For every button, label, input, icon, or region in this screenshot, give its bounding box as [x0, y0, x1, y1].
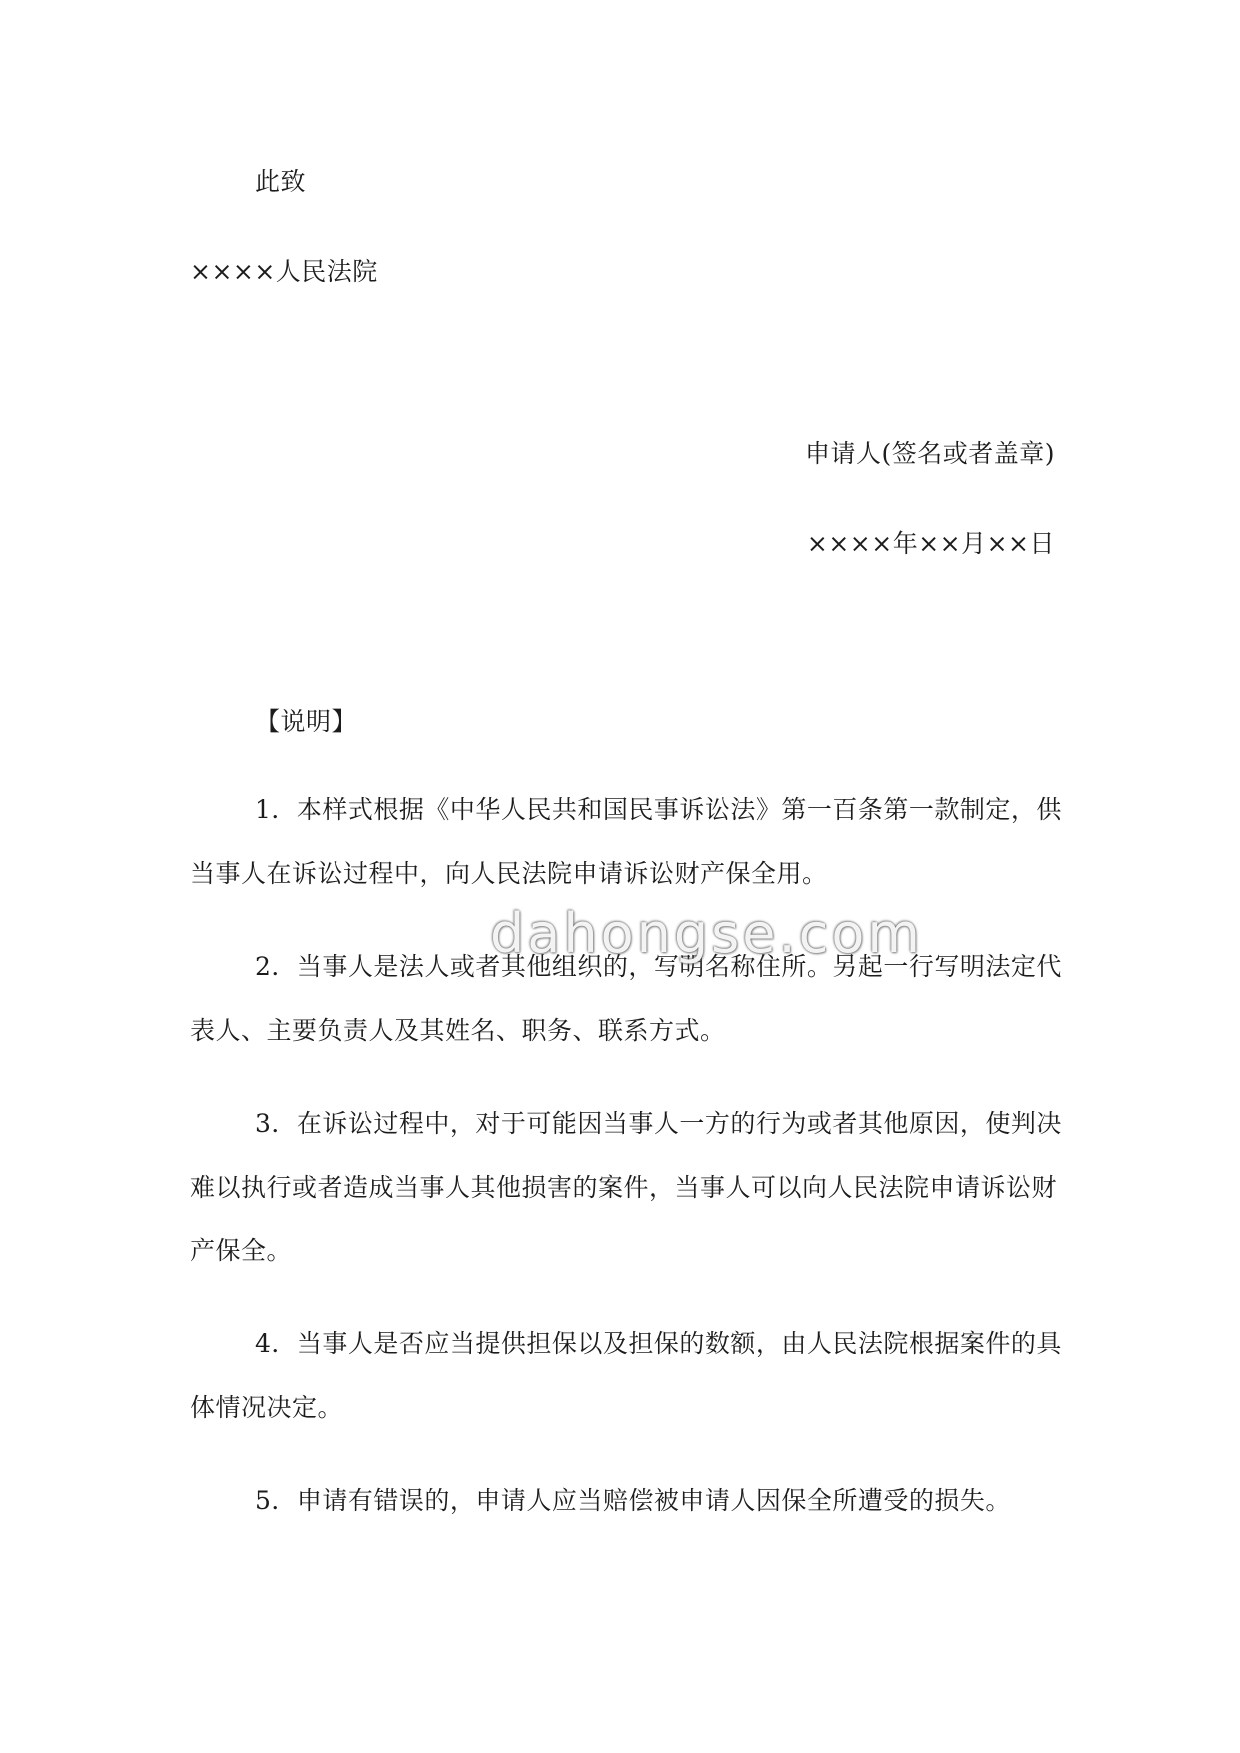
note-5-line-1: 5．申请有错误的，申请人应当赔偿被申请人因保全所遭受的损失。 — [255, 1486, 1011, 1515]
note-3-line-2: 难以执行或者造成当事人其他损害的案件，当事人可以向人民法院申请诉讼财 — [190, 1173, 1058, 1202]
note-2-line-1: 2．当事人是法人或者其他组织的，写明名称住所。另起一行写明法定代 — [255, 952, 1062, 981]
salutation: 此致 — [255, 167, 307, 196]
date-line: ××××年××月××日 — [806, 529, 1055, 558]
note-3-line-1: 3．在诉讼过程中，对于可能因当事人一方的行为或者其他原因，使判决 — [255, 1109, 1062, 1138]
note-4-line-2: 体情况决定。 — [190, 1393, 344, 1422]
note-3-line-3: 产保全。 — [190, 1236, 293, 1265]
watermark: dahongse.com — [490, 902, 923, 965]
note-1-line-2: 当事人在诉讼过程中，向人民法院申请诉讼财产保全用。 — [190, 859, 828, 888]
note-4-line-1: 4．当事人是否应当提供担保以及担保的数额，由人民法院根据案件的具 — [255, 1329, 1062, 1358]
applicant-signature: 申请人(签名或者盖章) — [804, 439, 1055, 468]
note-2-line-2: 表人、主要负责人及其姓名、职务、联系方式。 — [190, 1016, 726, 1045]
court-name: ××××人民法院 — [190, 257, 378, 286]
note-1-line-1: 1．本样式根据《中华人民共和国民事诉讼法》第一百条第一款制定，供 — [255, 795, 1062, 824]
notes-heading: 【说明】 — [255, 707, 358, 736]
